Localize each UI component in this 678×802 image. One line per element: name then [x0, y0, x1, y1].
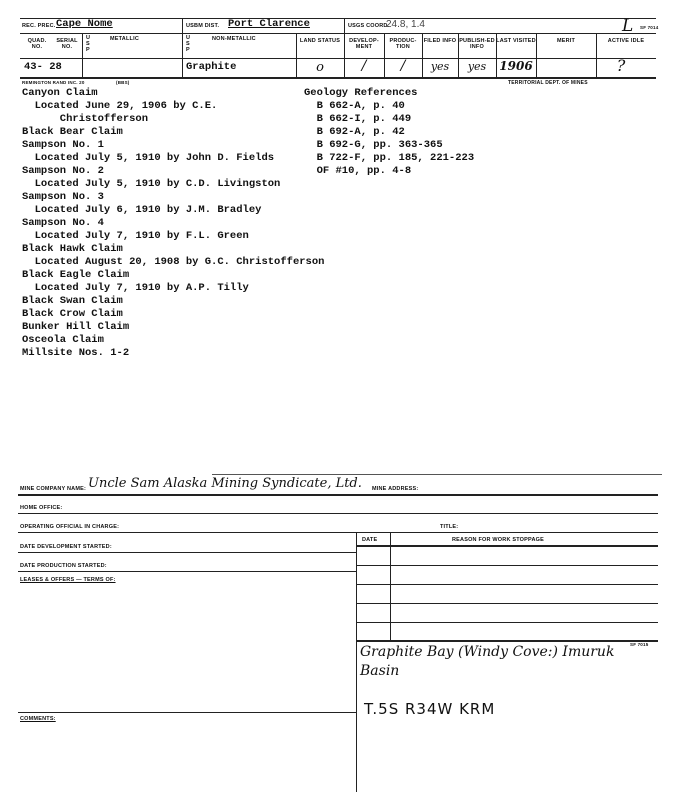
header-row2-rule — [20, 58, 656, 59]
comments-label: COMMENTS: — [20, 716, 56, 722]
nonmetallic-value: Graphite — [186, 61, 237, 73]
date-development-label: DATE DEVELOPMENT STARTED: — [20, 544, 112, 550]
printer-note-b: (BBS) — [116, 80, 130, 85]
mine-company-value: Uncle Sam Alaska Mining Syndicate, Ltd. — [88, 476, 362, 491]
quad-serial-value: 43- 28 — [24, 61, 62, 73]
mine-address-label: MINE ADDRESS: — [372, 486, 419, 492]
operating-official-label: OPERATING OFFICIAL IN CHARGE: — [20, 524, 120, 530]
published-info-label: PUBLISH-ED INFO — [459, 38, 495, 50]
usbm-dist-label: USBM DIST. — [186, 23, 220, 29]
header-divider-2 — [344, 18, 345, 33]
develop-value: / — [361, 58, 367, 74]
form-code-top: SF 7014 — [640, 25, 659, 30]
serial-no-label: SERIAL NO. — [56, 38, 78, 50]
land-status-label: LAND STATUS — [299, 38, 341, 44]
nonmetallic-label: NON-METALLIC — [212, 36, 256, 42]
printer-note: REMINGTON RAND INC. 20 — [22, 80, 85, 85]
claims-list: Canyon Claim Located June 29, 1906 by C.E. Christofferson Black Bear Claim Sampson No. 1 Located July 5, 1910 by John D. Fields Sampson No. 2 Located July 5, 1910 by C.D. Livingston Sampson No. 3 Located July 6, 1910 by J.M. Bradley Sampson No. 4 Located July 7, 1910 by F.L. Green Black Hawk Claim Located August 20, 1908 by G.C. Christofferson Black Eagle Claim Located July 7, 1910 by A.P. Tilly Black Swan Claim Black Crow Claim Bunker Hill Claim Osceola Claim Millsite Nos. 1-2 — [22, 87, 325, 359]
date-development-rule — [18, 552, 356, 553]
date-label: DATE — [362, 537, 378, 543]
last-visited-value: 1906 — [499, 59, 533, 73]
stoppage-row-1 — [356, 565, 658, 566]
mine-company-top-rule — [212, 474, 662, 475]
stoppage-row-2 — [356, 584, 658, 585]
form-code-bottom: SF 7015 — [630, 642, 649, 647]
operating-official-rule — [18, 532, 658, 533]
published-info-value: yes — [467, 60, 487, 73]
stoppage-header-rule — [356, 545, 658, 547]
header-divider-1 — [182, 18, 183, 77]
corner-mark: L — [622, 16, 634, 36]
header-top-rule — [20, 18, 656, 19]
header-divider-3 — [82, 33, 83, 77]
rec-prec-value: Cape Nome — [56, 18, 113, 30]
production-value: / — [400, 58, 406, 74]
merit-label: MERIT — [556, 38, 576, 44]
usgs-coord-label: USGS COORD. — [348, 23, 390, 29]
develop-label: DEVELOP-MENT — [349, 38, 379, 50]
quad-no-label: QUAD. NO. — [27, 38, 47, 50]
geology-references: Geology References B 662-A, p. 40 B 662-I, p. 449 B 692-A, p. 42 B 692-G, pp. 363-365 B 722-F, pp. 185, 221-223 OF #10, pp. 4-8 — [304, 87, 475, 177]
filed-info-label: FILED INFO — [423, 38, 457, 44]
header-bottom-rule — [20, 77, 656, 79]
home-office-label: HOME OFFICE: — [20, 505, 63, 511]
title-label: TITLE: — [440, 524, 459, 530]
nonmetallic-codes: U S P — [186, 35, 191, 53]
metallic-codes: U S P — [86, 35, 91, 53]
home-office-rule — [18, 513, 658, 514]
reason-label: REASON FOR WORK STOPPAGE — [452, 537, 544, 543]
township-note: T.5S R34W KRM — [364, 700, 496, 718]
rec-prec-label: REC. PREC. — [22, 23, 56, 29]
location-note: Graphite Bay (Windy Cove:) Imuruk Basin — [360, 644, 615, 679]
leases-offers-label: LEASES & OFFERS — TERMS OF: — [20, 577, 116, 583]
date-production-rule — [18, 571, 356, 572]
production-label: PRODUC-TION — [389, 38, 417, 50]
metallic-label: METALLIC — [110, 36, 139, 42]
mine-company-rule — [18, 494, 658, 496]
mine-company-label: MINE COMPANY NAME: — [20, 486, 87, 492]
land-status-value: o — [316, 60, 324, 75]
filed-info-value: yes — [430, 60, 450, 73]
usbm-dist-value: Port Clarence — [228, 18, 310, 30]
territorial-note: TERRITORIAL DEPT. OF MINES — [508, 80, 588, 86]
lower-vertical-divider — [356, 532, 357, 792]
stoppage-row-3 — [356, 603, 658, 604]
stoppage-bottom-rule — [356, 640, 658, 642]
usgs-coord-value: 24.8, 1.4 — [386, 19, 425, 30]
date-production-label: DATE PRODUCTION STARTED: — [20, 563, 107, 569]
comments-top-rule — [18, 712, 356, 713]
last-visited-label: LAST VISITED — [496, 38, 536, 44]
header-row1-rule — [20, 33, 656, 34]
stoppage-row-4 — [356, 622, 658, 623]
active-idle-value: ? — [616, 56, 626, 75]
active-idle-label: ACTIVE IDLE — [607, 38, 645, 44]
date-column-divider — [390, 532, 391, 640]
